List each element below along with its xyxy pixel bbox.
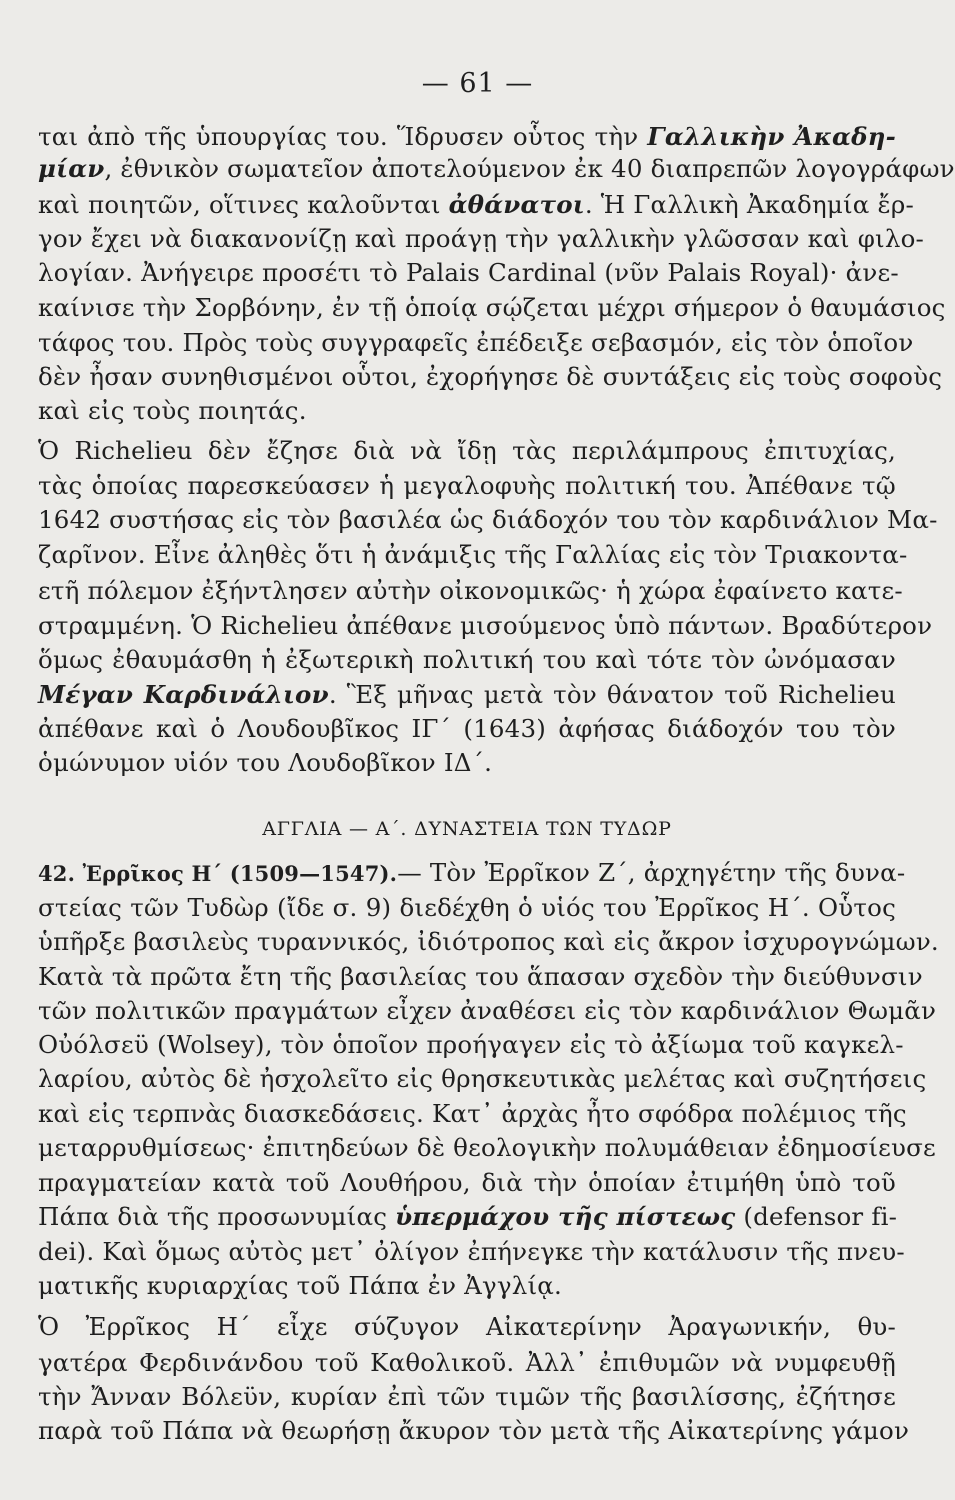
text-span: 1642 συστήσας εἰς τὸν βασιλέα ὡς διάδοχόν του τὸν καρδινάλιον Μα- bbox=[38, 505, 938, 534]
text-span: dei). Καὶ ὅμως αὐτὸς μετ᾽ ὀλίγον ἐπήνεγκε τὴν κατάλυσιν τῆς πνευ- bbox=[38, 1237, 905, 1266]
text-line bbox=[38, 1414, 910, 1448]
text-line bbox=[38, 1269, 896, 1303]
text-line bbox=[38, 469, 896, 503]
emphasized-text: ὑπερμάχου τῆς πίστεως bbox=[395, 1202, 736, 1231]
text-line bbox=[38, 188, 914, 222]
page-number: — 61 — bbox=[421, 68, 534, 99]
text-line bbox=[38, 152, 955, 186]
text-line bbox=[38, 643, 896, 677]
text-span: καὶ εἰς τοὺς ποιητάς. bbox=[38, 396, 307, 425]
text-span: δὲν ἦσαν συνηθισμένοι οὗτοι, ἐχορήγησε δὲ συντάξεις εἰς τοὺς σοφοὺς bbox=[38, 362, 943, 391]
text-span: — Τὸν Ἐρρῖκον Ζ΄, ἀρχηγέτην τῆς δυνα- bbox=[397, 858, 906, 887]
text-span: τὴν Ἄνναν Βόλεϋν, κυρίαν ἐπὶ τῶν τιμῶν τῆς βασιλίσσης, ἐζήτησε bbox=[38, 1382, 896, 1411]
text-line bbox=[38, 1062, 927, 1096]
text-line bbox=[38, 394, 896, 428]
text-span: ἀπέθανε καὶ ὁ Λουδουβῖκος ΙΓ΄ (1643) ἀφήσας διάδοχόν του τὸν bbox=[38, 714, 896, 743]
text-line bbox=[38, 1346, 896, 1380]
text-span: , ἐθνικὸν σωματεῖον ἀποτελούμενον ἐκ 40 διαπρεπῶν λογογράφων bbox=[104, 154, 955, 183]
emphasized-text: μίαν bbox=[38, 154, 105, 183]
text-line bbox=[38, 291, 946, 325]
text-span: καὶ ποιητῶν, οἵτινες καλοῦνται bbox=[38, 190, 449, 219]
text-line bbox=[38, 1235, 905, 1269]
text-span: ὑπῆρξε βασιλεὺς τυραννικός, ἰδιότροπος καὶ εἰς ἄκρον ἰσχυρογνώμων. bbox=[38, 927, 939, 956]
text-span: ὅμως ἐθαυμάσθη ἡ ἐξωτερικὴ πολιτική του καὶ τότε τὸν ὠνόμασαν bbox=[38, 645, 896, 674]
text-span: τάφος του. Πρὸς τοὺς συγγραφεῖς ἐπέδειξε σεβασμόν, εἰς τὸν ὁποῖον bbox=[38, 328, 914, 357]
text-line bbox=[38, 891, 896, 925]
text-line bbox=[38, 1200, 896, 1234]
text-span: Κατὰ τὰ πρῶτα ἔτη τῆς βασιλείας του ἅπασαν σχεδὸν τὴν διεύθυνσιν bbox=[38, 962, 923, 991]
text-span: γατέρα Φερδινάνδου τοῦ Καθολικοῦ. Ἀλλ᾽ ἐπιθυμῶν νὰ νυμφευθῇ bbox=[38, 1348, 896, 1377]
text-span: καὶ εἰς τερπνὰς διασκεδάσεις. Κατ᾽ ἀρχὰς ἦτο σφόδρα πολέμιος τῆς bbox=[38, 1099, 907, 1128]
text-line bbox=[38, 1131, 936, 1165]
emphasized-text: ἀθάνατοι bbox=[448, 190, 585, 219]
text-line bbox=[38, 538, 908, 572]
text-line bbox=[38, 222, 925, 256]
text-span: ὁμώνυμον υἱόν του Λουδοβῖκον ΙΔ΄. bbox=[38, 748, 493, 777]
text-line bbox=[38, 712, 896, 746]
text-line bbox=[38, 746, 896, 780]
text-line bbox=[38, 609, 933, 643]
text-span: (defensor fi- bbox=[735, 1202, 898, 1231]
text-span: τῶν πολιτικῶν πραγμάτων εἶχεν ἀναθέσει εἰς τὸν καρδινάλιον Θωμᾶν bbox=[38, 996, 937, 1025]
text-line bbox=[38, 1097, 907, 1131]
emphasized-text: Μέγαν Καρδινάλιον bbox=[38, 680, 329, 709]
text-line bbox=[38, 1028, 904, 1062]
text-span: . Ἡ Γαλλικὴ Ἀκαδημία ἔρ- bbox=[584, 190, 914, 219]
text-span: Οὐόλσεϋ (Wolsey), τὸν ὁποῖον προήγαγεν εἰς τὸ ἀξίωμα τοῦ καγκελ- bbox=[38, 1030, 904, 1059]
text-span: γον ἔχει νὰ διακανονίζῃ καὶ προάγῃ τὴν γαλλικὴν γλῶσσαν καὶ φιλο- bbox=[38, 224, 925, 253]
text-span: Ὁ Richelieu δὲν ἔζησε διὰ νὰ ἴδῃ τὰς περιλάμπρους ἐπιτυχίας, bbox=[38, 436, 896, 465]
text-span: στραμμένη. Ὁ Richelieu ἀπέθανε μισούμενος ὑπὸ πάντων. Βραδύτερον bbox=[38, 611, 933, 640]
text-span: λαρίου, αὐτὸς δὲ ἠσχολεῖτο εἰς θρησκευτικὰς μελέτας καὶ συζητήσεις bbox=[38, 1064, 927, 1093]
text-line bbox=[38, 994, 937, 1028]
text-line bbox=[38, 574, 903, 608]
text-span: ματικῆς κυριαρχίας τοῦ Πάπα ἐν Ἀγγλίᾳ. bbox=[38, 1271, 563, 1300]
emphasized-text: Γαλλικὴν Ἀκαδη- bbox=[647, 122, 897, 151]
text-line bbox=[38, 960, 923, 994]
text-span: λογίαν. Ἀνήγειρε προσέτι τὸ Palais Cardinal (νῦν Palais Royal)· ἀνε- bbox=[38, 258, 899, 287]
text-span: ται ἀπὸ τῆς ὑπουργίας του. Ἵδρυσεν οὗτος τὴν bbox=[38, 122, 648, 151]
text-line bbox=[38, 925, 939, 959]
text-line bbox=[38, 120, 896, 154]
text-line bbox=[38, 434, 896, 468]
text-span: ΑΓΓΛΙΑ — Α΄. ΔΥΝΑΣΤΕΙΑ ΤΩΝ ΤΥΔΩΡ bbox=[262, 818, 672, 840]
text-span: μεταρρυθμίσεως· ἐπιτηδεύων δὲ θεολογικὴν πολυμάθειαν ἐδημοσίευσε bbox=[38, 1133, 936, 1162]
text-line bbox=[38, 503, 938, 537]
text-line bbox=[38, 256, 899, 290]
text-span: παρὰ τοῦ Πάπα νὰ θεωρήσῃ ἄκυρον τὸν μετὰ τῆς Αἰκατερίνης γάμον bbox=[38, 1416, 910, 1445]
section-heading bbox=[38, 812, 896, 846]
text-span: Πάπα διὰ τῆς προσωνυμίας bbox=[38, 1202, 396, 1231]
text-line bbox=[38, 1380, 896, 1414]
text-span: στείας τῶν Τυδὼρ (ἴδε σ. 9) διεδέχθη ὁ υἱός του Ἐρρῖκος Η΄. Οὗτος bbox=[38, 893, 896, 922]
text-line bbox=[38, 326, 914, 360]
text-line bbox=[38, 678, 896, 712]
text-span: καίνισε τὴν Σορβόνην, ἐν τῇ ὁποίᾳ σῴζεται μέχρι σήμερον ὁ θαυμάσιος bbox=[38, 293, 946, 322]
text-span: Ὁ Ἐρρῖκος Η΄ εἶχε σύζυγον Αἰκατερίνην Ἀραγωνικήν, θυ- bbox=[38, 1312, 896, 1341]
text-span: ζαρῖνον. Εἶνε ἀληθὲς ὅτι ἡ ἀνάμιξις τῆς Γαλλίας εἰς τὸν Τριακοντα- bbox=[38, 540, 908, 569]
text-line bbox=[38, 360, 943, 394]
text-line bbox=[38, 856, 906, 891]
text-span: . Ἓξ μῆνας μετὰ τὸν θάνατον τοῦ Richelieu bbox=[328, 680, 896, 709]
text-span: ετῆ πόλεμον ἐξήντλησεν αὐτὴν οἰκονομικῶς· ἡ χώρα ἐφαίνετο κατε- bbox=[38, 576, 903, 605]
text-line bbox=[38, 1166, 896, 1200]
text-span: τὰς ὁποίας παρεσκεύασεν ἡ μεγαλοφυὴς πολιτική του. Ἀπέθανε τῷ bbox=[38, 471, 896, 500]
text-line bbox=[38, 1310, 896, 1344]
emphasized-text: 42. Ἐρρῖκος Η΄ (1509—1547). bbox=[38, 861, 398, 886]
text-span: πραγματείαν κατὰ τοῦ Λουθήρου, διὰ τὴν ὁποίαν ἐτιμήθη ὑπὸ τοῦ bbox=[38, 1168, 896, 1197]
